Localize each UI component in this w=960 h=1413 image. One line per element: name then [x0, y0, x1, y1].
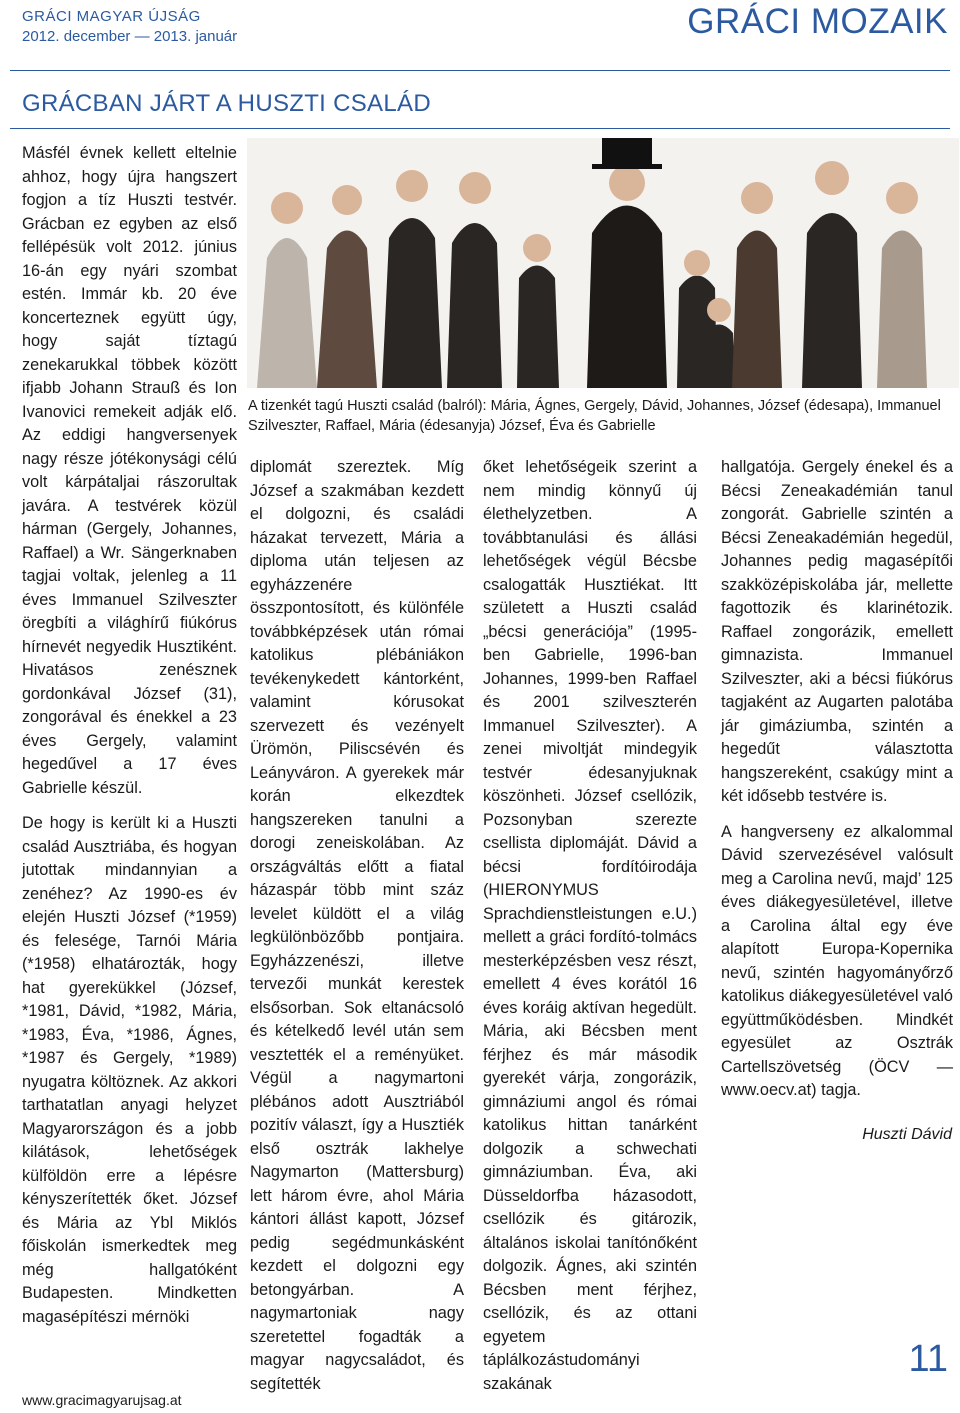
paragraph: Másfél évnek kellett eltelnie ahhoz, hogy újra hangszert fogjon a tíz Huszti testvér. Grácban ez egyben az első fellépésük volt 2012. június 16-án egy nyári szombat estén. Immár kb. 20 éve koncerteznek együtt úgy, hogy saját tíztagú zenekarukkal többek között ifjabb Johann Strauß és Ion Ivanovici remekeit adják elő. Az eddigi hangversenyek nagy része jótékonysági célú volt kárpátaljai rászorultak javára. A testvérek közül hárman (Gergely, Johannes, Raffael) a Wr. Sängerknaben tagjai voltak, jelenleg a 11 éves Immanuel Szilveszter öregbíti a világhírű fiúkórus hírnevét negyedik Husztiként. Hivatásos zenésznek gordonkával József (31), zongorával és énekkel a 23 éves Gergely, valamint hegedűvel a 17 éves Gabrielle készül. — [22, 144, 237, 797]
website-url[interactable]: www.gracimagyarujsag.at — [22, 1392, 182, 1408]
column-4 — [721, 456, 953, 1103]
column-2 — [250, 456, 464, 1396]
paragraph: diplomát szereztek. Míg József a szakmában kezdett el dolgozni, és családi házakat tervezett, Mária a diploma után teljesen az egyházzenére összpontosított, és különféle továbbképzések után római katolikus plébániákon tevékenykedett kántorként, valamint kórusokat szervezett és vezényelt Ürömön, Piliscsévén és Leányváron. A gyerekek már korán elkezdtek hangszereken tanulni a dorogi zeneiskolában. Az országváltás előtt a fiatal házaspár több mint száz levelet küldött el a világ legkülönbözőbb pontjaira. Egyházzenészi, illetve tervezői munkát kerestek elsősorban. Sok eltanácsoló és kételkedő levél után sem vesztették el a reményüket. Végül a nagymartoni plébános adott Ausztriából pozitív választ, így a Husztiék első osztrák lakhelye Nagymarton (Mattersburg) lett három évre, ahol Mária kántori állást kapott, József pedig segédmunkásként kezdett el dolgozni egy betongyárban. A nagymartoniak nagy szeretettel fogadták a magyar nagycsaládot, és segítették — [250, 458, 464, 1393]
column-1 — [22, 142, 237, 1329]
issue-date: 2012. december — 2013. január — [22, 28, 238, 45]
paragraph: De hogy is került ki a Huszti család Ausztriába, és hogyan jutottak mindannyian a zenéhez? Az 1990-es év elején Huszti József (*1959) és felesége, Tarnói Mária (*1958) elhatározták, hogy hat gyerekükkel (József, *1981, Dávid, *1982, Mária, *1983, Éva, *1986, Ágnes, *1987 és Gergely, *1989) nyugatra költöznek. Az akkori tarthatatlan anyagi helyzet Magyarországon és a jobb kilátások, lehetőségek külföldön erre a lépésre kényszerítették őket. József és Mária az Ybl Miklós főiskolán ismerkedtek meg még hallgatóként Budapesten. Mindketten magasépítészi mérnöki — [22, 814, 237, 1326]
author-signature: Huszti Dávid — [862, 1126, 952, 1143]
section-title: GRÁCI MOZAIK — [687, 2, 948, 41]
paragraph: A hangverseny ez alkalommal Dávid szervezésével valósult meg a Carolina nevű, majd’ 125 éves diákegyesületével, illetve a Carolina által egy éve alapított Europa-Kopernika nevű, szintén hagyományőrző katolikus diákegyesületével való együttműködésben. Mindkét egyesület az Osztrák Cartellszövetség (ÖCV — www.oecv.at) tagja. — [721, 822, 953, 1099]
header-rule — [10, 70, 950, 71]
paragraph: őket lehetőségeik szerint a nem mindig könnyű új élethelyzetben. A továbbtanulási és állási lehetőségek végül Bécsbe csalogatták Husztiékat. Itt született a Huszti család „bécsi generációja” (1995-ben Gabrielle, 1996-ban Johannes, 1999-ben Raffael és 2001 szilveszterén Immanuel Szilveszter). A zenei mivoltját mindegyik testvér édesanyjuknak köszönheti. József csellózik, Pozsonyban szerezte csellista diplomáját. Dávid a bécsi fordítóirodája (HIERONYMUS Sprachdienstleistungen e.U.) mellett a gráci fordító-tolmács mesterképzésben vesz részt, emellett 4 éves korától 16 éves koráig aktívan hegedült. Mária, aki Bécsben ment férjhez és már második gyerekét várja, zongorázik, gimnáziumi angol és római katolikus hittan tanárként dolgozik a schwechati gimnáziumban. Éva, aki Düsseldorfba házasodott, csellózik és gitározik, általános iskolai tanítónőként dolgozik. Ágnes, aki szintén Bécsben ment férjhez, csellózik, és az ottani egyetem táplálkozástudományi szakának — [483, 458, 697, 1393]
family-photo — [247, 138, 959, 388]
column-3 — [483, 456, 697, 1396]
article-title: GRÁCBAN JÁRT A HUSZTI CSALÁD — [22, 90, 431, 117]
paragraph: hallgatója. Gergely énekel és a Bécsi Zeneakadémián tanul zongorát. Gabrielle szintén a Bécsi Zeneakadémián hegedül, Johannes pedig magasépítői szakközépiskolába jár, mellette fagottozik és klarinétozik. Raffael zongorázik, emellett gimnazista. Immanuel Szilveszter, aki a bécsi fiúkórus tagjaként az Augarten palotába jár gimáziumba, szintén a hegedűt választotta hangszereként, csakúgy mint a két idősebb testvére is. — [721, 458, 953, 805]
title-rule — [10, 128, 950, 129]
photo-caption: A tizenkét tagú Huszti család (balról): Mária, Ágnes, Gergely, Dávid, Johannes, József (édesapa), Immanuel Szilveszter, Raffael, Mária (édesanyja) József, Éva és Gabrielle — [248, 398, 941, 434]
page-number: 11 — [908, 1338, 948, 1380]
publication-name: GRÁCI MAGYAR ÚJSÁG — [22, 8, 201, 25]
